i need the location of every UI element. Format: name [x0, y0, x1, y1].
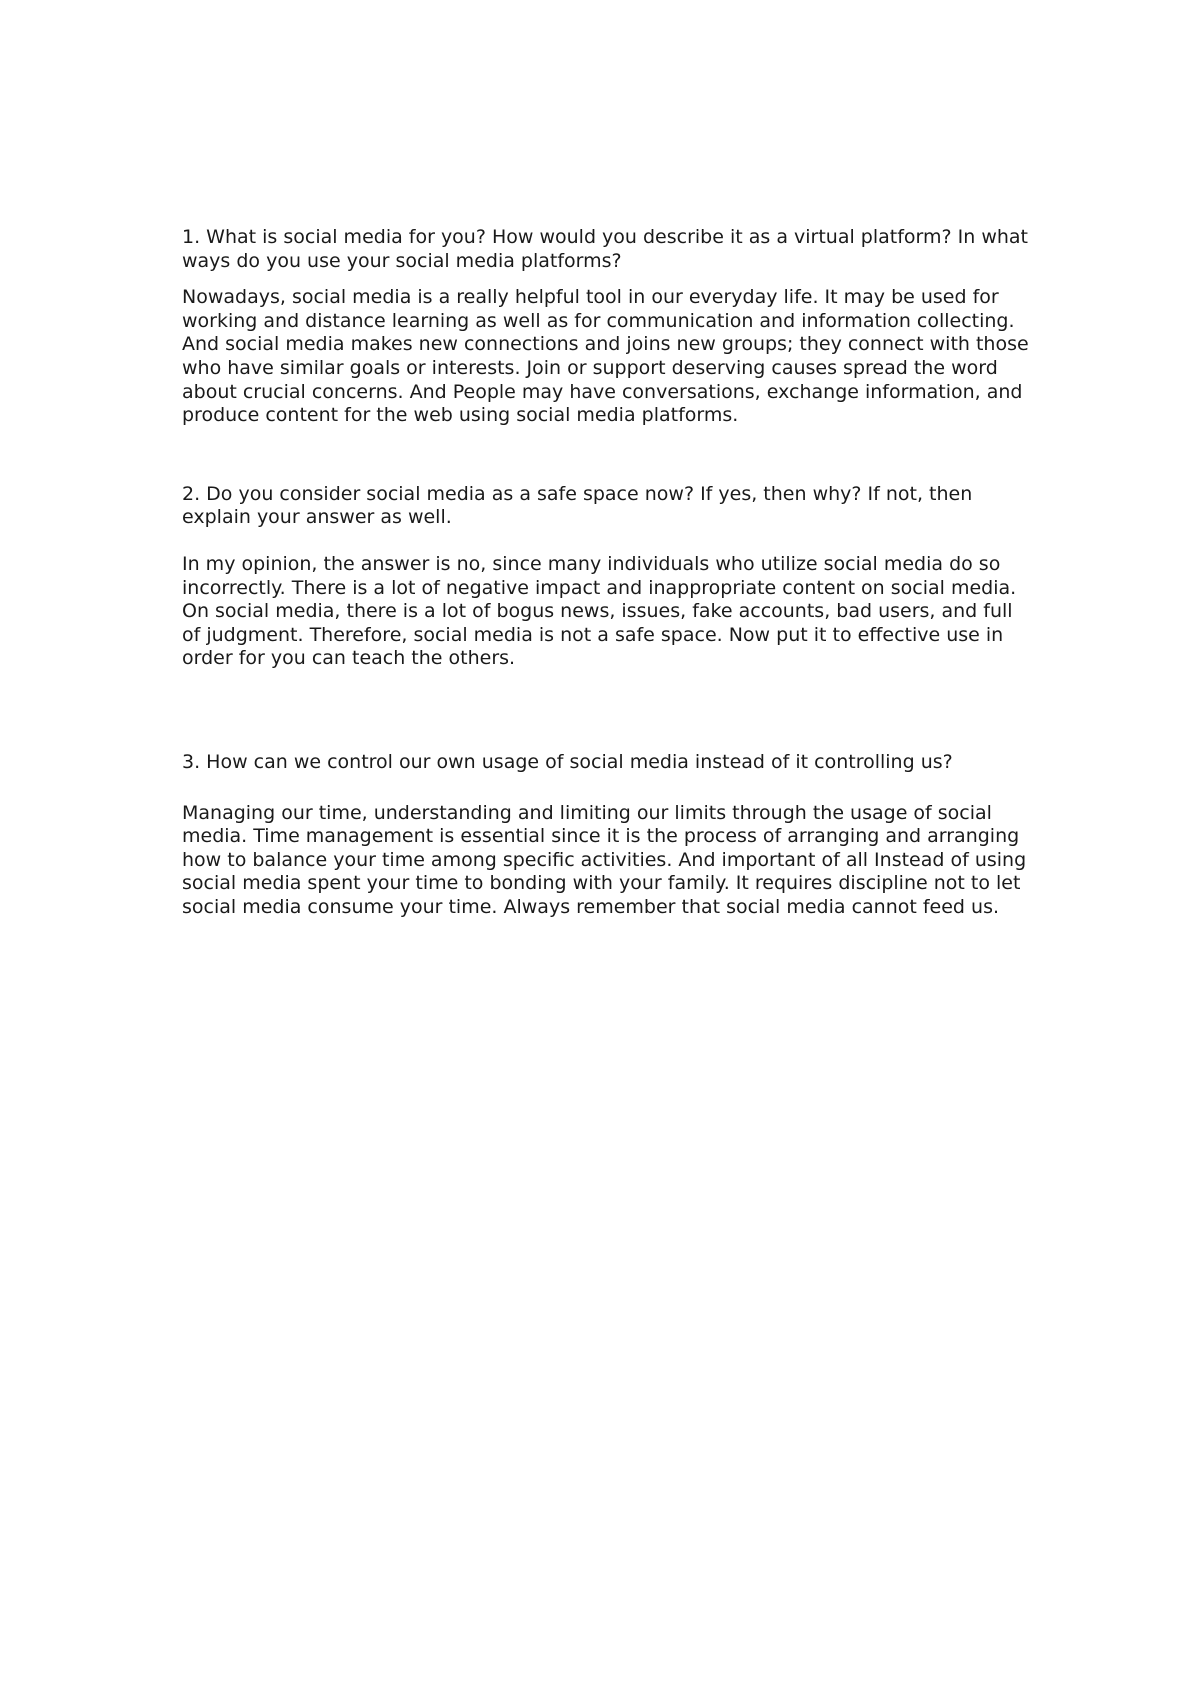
question-1: 1. What is social media for you? How would you describe it as a virtual platform? In what ways do you use your social media platforms?	[182, 226, 1029, 272]
answer-3: Managing our time, understanding and limiting our limits through the usage of social media. Time management is essential since it is the process of arranging and arranging how to balance your time among specific activities. And important of all Instead of using social media spent your time to bonding with your family. It requires discipline not to let social media consume your time. Always remember that social media cannot feed us.	[182, 801, 1027, 918]
answer-2: In my opinion, the answer is no, since many individuals who utilize social media do so incorrectly. There is a lot of negative impact and inappropriate content on social media. On social media, there is a lot of bogus news, issues, fake accounts, bad users, and full of judgment. Therefore, social media is not a safe space. Now put it to effective use in order for you can teach the others.	[182, 552, 1017, 670]
answer-1: Nowadays, social media is a really helpful tool in our everyday life. It may be used for working and distance learning as well as for communication and information collecting. And social media makes new connections and joins new groups; they connect with those who have similar goals or interests. Join or support deserving causes spread the word about crucial concerns. And People may have conversations, exchange information, and produce content for the web using social media platforms.	[182, 286, 1029, 427]
document-body	[182, 226, 1032, 919]
question-2: 2. Do you consider social media as a safe space now? If yes, then why? If not, then explain your answer as well.	[182, 482, 973, 529]
question-3: 3. How can we control our own usage of social media instead of it controlling us?	[182, 750, 953, 773]
